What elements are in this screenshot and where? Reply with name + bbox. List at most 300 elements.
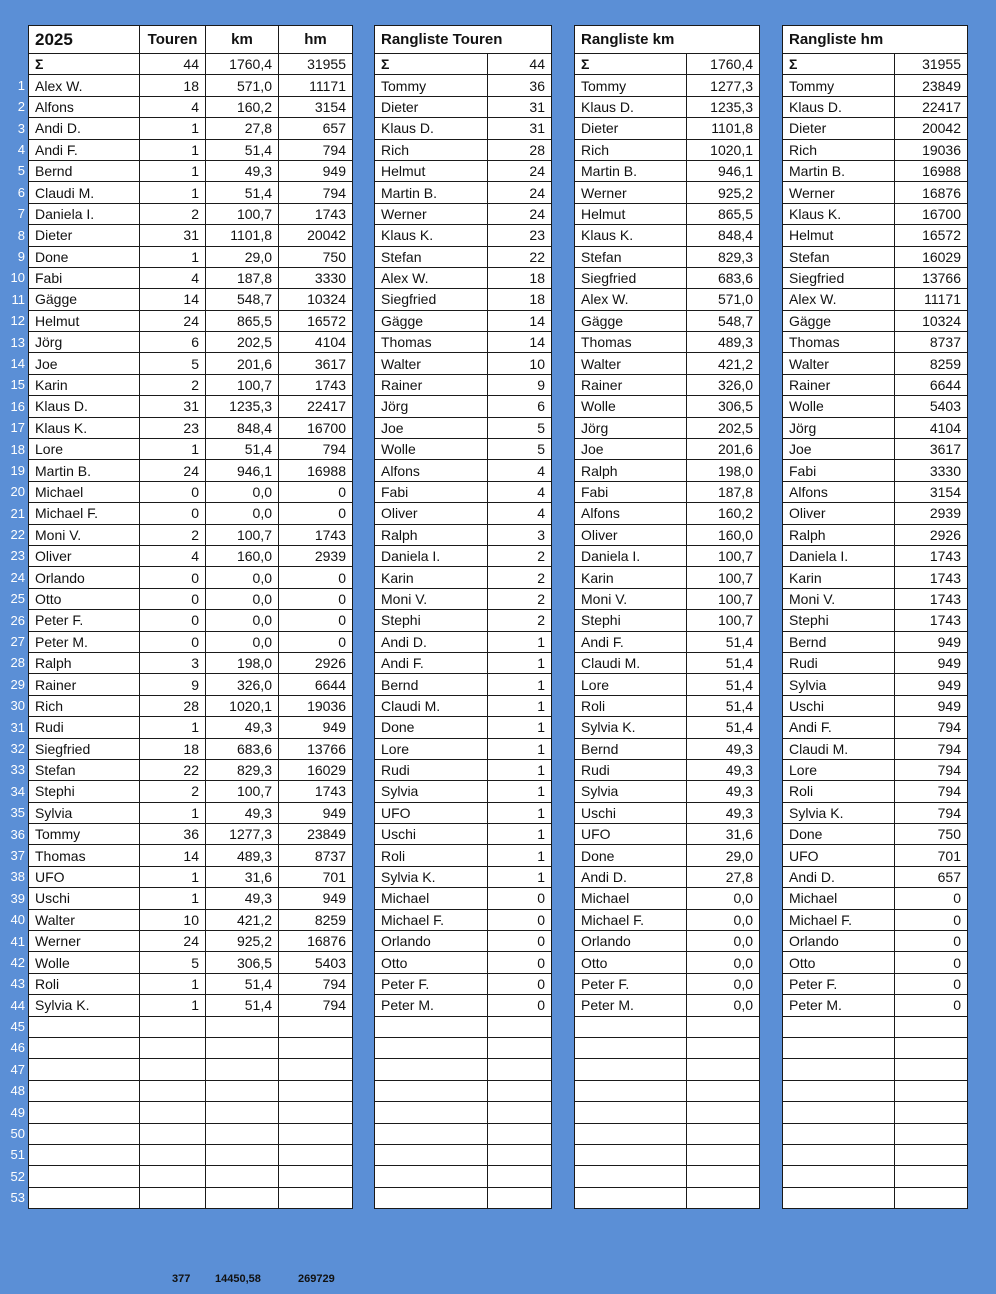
table-row <box>29 588 353 609</box>
touren-cell <box>140 1144 206 1165</box>
value-cell: 51,4 <box>687 652 760 673</box>
name-cell: Moni V. <box>575 588 687 609</box>
name-cell: Rudi <box>29 717 140 738</box>
table-row <box>375 503 552 524</box>
table-row <box>783 417 968 438</box>
name-cell: Peter F. <box>375 973 488 994</box>
name-cell: Bernd <box>29 160 140 181</box>
value-cell: 16876 <box>895 182 968 203</box>
table-row <box>375 332 552 353</box>
table-row <box>575 824 760 845</box>
rangliste-touren-table <box>374 25 552 1209</box>
table-row <box>575 139 760 160</box>
table-row <box>575 888 760 909</box>
table-row <box>783 738 968 759</box>
value-cell: 0 <box>488 931 552 952</box>
touren-cell: 23 <box>140 417 206 438</box>
hm-cell: 949 <box>279 888 353 909</box>
name-cell <box>375 1037 488 1058</box>
name-cell: Walter <box>783 353 895 374</box>
touren-cell: 1 <box>140 182 206 203</box>
name-cell: Oliver <box>29 545 140 566</box>
sum-value: 44 <box>488 54 552 75</box>
touren-cell: 9 <box>140 674 206 695</box>
name-cell: Fabi <box>29 267 140 288</box>
name-cell: Werner <box>783 182 895 203</box>
table-row <box>375 631 552 652</box>
name-cell: Michael <box>575 888 687 909</box>
table-row <box>375 524 552 545</box>
name-cell: Siegfried <box>783 267 895 288</box>
table-row <box>575 717 760 738</box>
value-cell <box>488 1166 552 1187</box>
name-cell: Ralph <box>575 460 687 481</box>
hm-cell: 1743 <box>279 203 353 224</box>
sum-label: Σ <box>783 54 895 75</box>
name-cell: Uschi <box>575 802 687 823</box>
value-cell <box>488 1059 552 1080</box>
row-number: 10 <box>10 270 25 286</box>
table-row <box>29 96 353 117</box>
name-cell: Lore <box>29 439 140 460</box>
hm-cell: 750 <box>279 246 353 267</box>
hm-cell: 16572 <box>279 310 353 331</box>
value-cell <box>687 1037 760 1058</box>
table-row <box>375 1059 552 1080</box>
table-row <box>375 289 552 310</box>
row-number: 20 <box>10 484 25 500</box>
hm-cell: 8259 <box>279 909 353 930</box>
touren-cell: 5 <box>140 353 206 374</box>
name-cell: Thomas <box>375 332 488 353</box>
hm-cell: 16029 <box>279 759 353 780</box>
name-cell: Alex W. <box>575 289 687 310</box>
table-row <box>783 1187 968 1208</box>
km-cell <box>206 1123 279 1144</box>
name-cell: Klaus D. <box>575 96 687 117</box>
hm-cell <box>279 1016 353 1037</box>
name-cell: Peter M. <box>375 995 488 1016</box>
name-cell: Lore <box>375 738 488 759</box>
touren-cell: 31 <box>140 396 206 417</box>
value-cell: 1 <box>488 845 552 866</box>
value-cell: 0,0 <box>687 995 760 1016</box>
value-cell: 100,7 <box>687 567 760 588</box>
table-row <box>575 396 760 417</box>
name-cell: Michael <box>783 888 895 909</box>
name-cell <box>783 1016 895 1037</box>
value-cell: 1 <box>488 781 552 802</box>
hm-cell: 11171 <box>279 75 353 96</box>
km-cell: 202,5 <box>206 332 279 353</box>
row-number: 24 <box>10 569 25 585</box>
value-cell: 2 <box>488 610 552 631</box>
table-row <box>29 1059 353 1080</box>
km-cell: 1101,8 <box>206 225 279 246</box>
value-cell: 949 <box>895 674 968 695</box>
hm-cell: 4104 <box>279 332 353 353</box>
name-cell: Dieter <box>29 225 140 246</box>
km-cell <box>206 1166 279 1187</box>
table-row <box>29 289 353 310</box>
table-row <box>375 717 552 738</box>
touren-cell: 1 <box>140 118 206 139</box>
name-cell: Roli <box>375 845 488 866</box>
hm-cell: 2939 <box>279 545 353 566</box>
table-row <box>575 246 760 267</box>
name-cell: Michael F. <box>783 909 895 930</box>
table-row <box>29 460 353 481</box>
value-cell: 24 <box>488 182 552 203</box>
table-row <box>375 759 552 780</box>
value-cell: 1743 <box>895 567 968 588</box>
table-row <box>783 545 968 566</box>
table-row <box>29 267 353 288</box>
name-cell: Joe <box>783 439 895 460</box>
name-cell <box>375 1187 488 1208</box>
value-cell <box>895 1166 968 1187</box>
table-row <box>575 374 760 395</box>
km-cell <box>206 1037 279 1058</box>
touren-cell <box>140 1080 206 1101</box>
name-cell: Lore <box>575 674 687 695</box>
name-cell: Joe <box>29 353 140 374</box>
table-row <box>29 310 353 331</box>
name-cell: Sylvia <box>375 781 488 802</box>
name-cell: Claudi M. <box>575 652 687 673</box>
table-row <box>29 481 353 502</box>
table-row <box>575 909 760 930</box>
value-cell: 683,6 <box>687 267 760 288</box>
touren-cell: 2 <box>140 781 206 802</box>
km-cell: 160,2 <box>206 96 279 117</box>
hm-cell: 20042 <box>279 225 353 246</box>
name-cell: Michael F. <box>375 909 488 930</box>
value-cell <box>895 1037 968 1058</box>
table-row <box>375 203 552 224</box>
value-cell: 16572 <box>895 225 968 246</box>
hm-cell <box>279 1102 353 1123</box>
name-cell: UFO <box>783 845 895 866</box>
table-row <box>783 503 968 524</box>
table-row <box>783 610 968 631</box>
km-cell: 306,5 <box>206 952 279 973</box>
table-row <box>29 246 353 267</box>
table-row <box>783 96 968 117</box>
value-cell: 1743 <box>895 588 968 609</box>
table-row <box>29 781 353 802</box>
table-row <box>29 332 353 353</box>
table-row <box>375 931 552 952</box>
table-row <box>575 931 760 952</box>
row-number: 46 <box>10 1040 25 1056</box>
name-cell: Orlando <box>29 567 140 588</box>
value-cell: 11171 <box>895 289 968 310</box>
touren-cell: 0 <box>140 631 206 652</box>
name-cell: Werner <box>575 182 687 203</box>
name-cell: Thomas <box>29 845 140 866</box>
table-row <box>783 1059 968 1080</box>
name-cell: Karin <box>575 567 687 588</box>
km-cell: 187,8 <box>206 267 279 288</box>
touren-cell: 28 <box>140 695 206 716</box>
total-hm: 269729 <box>298 1273 335 1285</box>
value-cell: 160,2 <box>687 503 760 524</box>
value-cell: 18 <box>488 289 552 310</box>
value-cell: 22 <box>488 246 552 267</box>
name-cell: Otto <box>29 588 140 609</box>
table-row <box>783 203 968 224</box>
table-row <box>29 610 353 631</box>
hm-cell: 794 <box>279 439 353 460</box>
value-cell: 1 <box>488 866 552 887</box>
hm-cell: 6644 <box>279 674 353 695</box>
table-row <box>375 909 552 930</box>
value-cell: 0 <box>488 909 552 930</box>
touren-cell <box>140 1059 206 1080</box>
row-number: 51 <box>10 1147 25 1163</box>
value-cell: 14 <box>488 332 552 353</box>
value-cell <box>488 1080 552 1101</box>
value-cell <box>687 1080 760 1101</box>
value-cell: 24 <box>488 203 552 224</box>
name-cell: Alex W. <box>783 289 895 310</box>
name-cell: Dieter <box>575 118 687 139</box>
table-row <box>375 96 552 117</box>
name-cell: Otto <box>375 952 488 973</box>
table-row <box>575 1016 760 1037</box>
table-row <box>29 952 353 973</box>
name-cell <box>575 1144 687 1165</box>
hm-cell: 3154 <box>279 96 353 117</box>
hm-cell <box>279 1144 353 1165</box>
row-number: 4 <box>17 142 25 158</box>
name-cell: Daniela I. <box>375 545 488 566</box>
value-cell: 701 <box>895 845 968 866</box>
name-cell: Rudi <box>375 759 488 780</box>
table-row <box>575 695 760 716</box>
name-cell: Dieter <box>783 118 895 139</box>
table-row <box>575 267 760 288</box>
table-row <box>575 439 760 460</box>
value-cell: 794 <box>895 759 968 780</box>
name-cell: Daniela I. <box>783 545 895 566</box>
value-cell: 1743 <box>895 545 968 566</box>
table-row <box>575 417 760 438</box>
name-cell: Uschi <box>29 888 140 909</box>
hm-cell: 8737 <box>279 845 353 866</box>
km-cell <box>206 1059 279 1080</box>
km-cell: 0,0 <box>206 503 279 524</box>
name-cell: Sylvia <box>575 781 687 802</box>
touren-cell: 24 <box>140 931 206 952</box>
touren-cell <box>140 1102 206 1123</box>
value-cell: 794 <box>895 802 968 823</box>
table-row <box>29 545 353 566</box>
value-cell: 1 <box>488 631 552 652</box>
sum-value: 1760,4 <box>687 54 760 75</box>
value-cell: 1235,3 <box>687 96 760 117</box>
row-number: 38 <box>10 869 25 885</box>
touren-cell: 1 <box>140 139 206 160</box>
hm-cell: 23849 <box>279 824 353 845</box>
hm-cell: 3617 <box>279 353 353 374</box>
row-number: 39 <box>10 890 25 906</box>
km-cell: 51,4 <box>206 973 279 994</box>
name-cell: Rainer <box>783 374 895 395</box>
touren-cell: 22 <box>140 759 206 780</box>
name-cell <box>29 1187 140 1208</box>
touren-cell: 1 <box>140 888 206 909</box>
name-cell: Wolle <box>375 439 488 460</box>
value-cell: 19036 <box>895 139 968 160</box>
value-cell: 100,7 <box>687 588 760 609</box>
value-cell: 925,2 <box>687 182 760 203</box>
rangliste-hm-table <box>782 25 968 1209</box>
value-cell: 2926 <box>895 524 968 545</box>
table-row <box>375 1187 552 1208</box>
name-cell <box>783 1059 895 1080</box>
value-cell: 0,0 <box>687 931 760 952</box>
table-row <box>375 139 552 160</box>
name-cell: Klaus D. <box>783 96 895 117</box>
value-cell: 829,3 <box>687 246 760 267</box>
hm-cell: 5403 <box>279 952 353 973</box>
value-cell <box>687 1016 760 1037</box>
name-cell <box>575 1102 687 1123</box>
table-row <box>575 503 760 524</box>
table-row <box>29 1102 353 1123</box>
table-row <box>375 246 552 267</box>
value-cell: 1277,3 <box>687 75 760 96</box>
touren-cell: 14 <box>140 845 206 866</box>
value-cell: 5403 <box>895 396 968 417</box>
name-cell: Roli <box>29 973 140 994</box>
hm-cell: 794 <box>279 139 353 160</box>
name-cell: Rainer <box>575 374 687 395</box>
table-row <box>783 1166 968 1187</box>
table-row <box>783 674 968 695</box>
row-number: 40 <box>10 912 25 928</box>
value-cell: 2 <box>488 588 552 609</box>
name-cell: Fabi <box>783 460 895 481</box>
touren-cell: 18 <box>140 738 206 759</box>
value-cell: 4 <box>488 503 552 524</box>
name-cell: Karin <box>783 567 895 588</box>
table-row <box>783 75 968 96</box>
name-cell: Siegfried <box>29 738 140 759</box>
value-cell: 4 <box>488 481 552 502</box>
value-cell: 31 <box>488 118 552 139</box>
value-cell: 1020,1 <box>687 139 760 160</box>
table-row <box>375 417 552 438</box>
table-row <box>575 1102 760 1123</box>
value-cell: 5 <box>488 417 552 438</box>
name-cell <box>783 1166 895 1187</box>
table-row <box>375 481 552 502</box>
name-cell: Roli <box>783 781 895 802</box>
name-cell: Jörg <box>783 417 895 438</box>
name-cell: Tommy <box>29 824 140 845</box>
value-cell: 49,3 <box>687 738 760 759</box>
value-cell: 5 <box>488 439 552 460</box>
name-cell: Wolle <box>29 952 140 973</box>
value-cell: 198,0 <box>687 460 760 481</box>
hm-cell <box>279 1059 353 1080</box>
value-cell: 949 <box>895 652 968 673</box>
name-cell <box>575 1123 687 1144</box>
touren-cell: 36 <box>140 824 206 845</box>
table-row <box>29 802 353 823</box>
table-row <box>783 824 968 845</box>
main-table <box>28 25 353 1209</box>
value-cell: 1101,8 <box>687 118 760 139</box>
value-cell: 1 <box>488 738 552 759</box>
table-row <box>375 374 552 395</box>
table-row <box>29 1166 353 1187</box>
name-cell: Tommy <box>375 75 488 96</box>
rangliste-km-header-row <box>575 26 760 54</box>
name-cell: Klaus D. <box>29 396 140 417</box>
name-cell: Tommy <box>575 75 687 96</box>
table-row <box>783 888 968 909</box>
name-cell: Michael F. <box>575 909 687 930</box>
name-cell <box>375 1166 488 1187</box>
value-cell: 51,4 <box>687 631 760 652</box>
table-row <box>29 139 353 160</box>
value-cell: 0 <box>895 931 968 952</box>
name-cell: Alfons <box>375 460 488 481</box>
table-row <box>783 652 968 673</box>
table-row <box>29 118 353 139</box>
sum-label: Σ <box>575 54 687 75</box>
name-cell: Siegfried <box>375 289 488 310</box>
table-row <box>29 973 353 994</box>
value-cell: 794 <box>895 717 968 738</box>
value-cell: 949 <box>895 695 968 716</box>
km-cell <box>206 1187 279 1208</box>
name-cell: Andi F. <box>29 139 140 160</box>
table-row <box>783 460 968 481</box>
touren-cell: 1 <box>140 717 206 738</box>
name-cell: Helmut <box>783 225 895 246</box>
row-number: 33 <box>10 762 25 778</box>
value-cell: 657 <box>895 866 968 887</box>
name-cell: UFO <box>575 824 687 845</box>
name-cell: Moni V. <box>375 588 488 609</box>
table-row <box>575 75 760 96</box>
hm-cell: 949 <box>279 802 353 823</box>
row-number: 37 <box>10 847 25 863</box>
km-cell: 27,8 <box>206 118 279 139</box>
km-cell: 49,3 <box>206 160 279 181</box>
value-cell: 31 <box>488 96 552 117</box>
table-row <box>375 845 552 866</box>
row-number: 15 <box>10 377 25 393</box>
km-cell: 49,3 <box>206 717 279 738</box>
name-cell: Karin <box>29 374 140 395</box>
name-cell: Peter F. <box>783 973 895 994</box>
name-cell: Oliver <box>575 524 687 545</box>
name-cell <box>575 1080 687 1101</box>
table-row <box>29 353 353 374</box>
name-cell: Andi F. <box>783 717 895 738</box>
value-cell: 16029 <box>895 246 968 267</box>
table-row <box>29 524 353 545</box>
row-number: 52 <box>10 1168 25 1184</box>
name-cell: Lore <box>783 759 895 780</box>
hm-cell: 22417 <box>279 396 353 417</box>
